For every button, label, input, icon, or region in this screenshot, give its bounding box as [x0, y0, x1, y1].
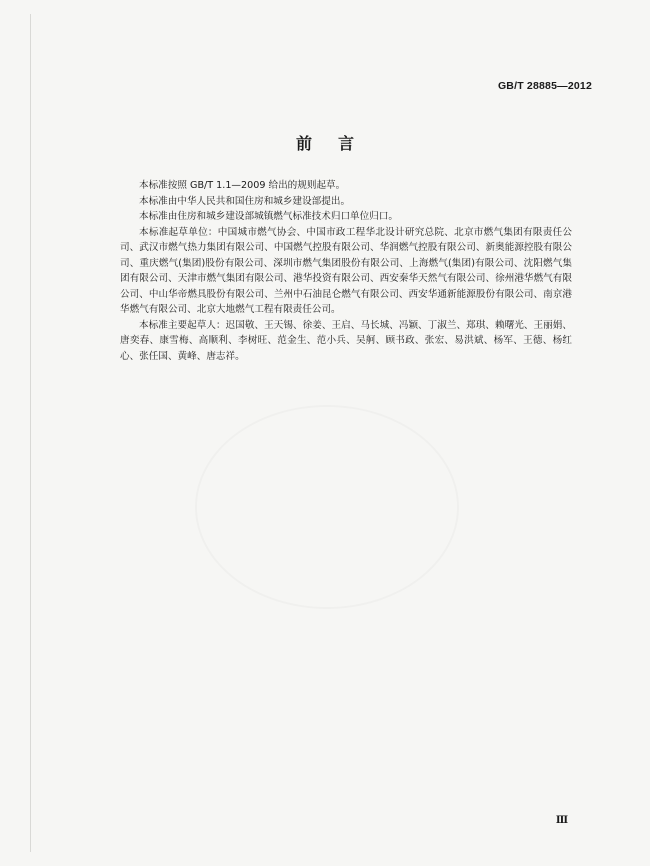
foreword-body — [120, 178, 572, 364]
paragraph-administered-by: 本标准由住房和城乡建设部城镇燃气标准技术归口单位归口。 — [139, 211, 399, 222]
paragraph-drafting-organizations: 本标准起草单位：中国城市燃气协会、中国市政工程华北设计研究总院、北京市燃气集团有限责任公司、武汉市燃气热力集团有限公司、中国燃气控股有限公司、华润燃气控股有限公司、新奥能源控股有限公司、重庆燃气(集团)股份有限公司、深圳市燃气集团股份有限公司、上海燃气(集团)有限公司、沈阳燃气集团有限公司、天津市燃气集团有限公司、港华投资有限公司、西安秦华天然气有限公司、徐州港华燃气有限公司、中山华帝燃具股份有限公司、兰州中石油昆仑燃气有限公司、西安华通新能源股份有限公司、南京港华燃气有限公司、北京大地燃气工程有限责任公司。 — [120, 226, 572, 315]
faded-stamp-watermark — [195, 405, 459, 609]
page-title: 前言 — [295, 134, 380, 153]
page-number: Ⅲ — [555, 815, 568, 826]
paragraph-proposed-by: 本标准由中华人民共和国住房和城乡建设部提出。 — [139, 195, 351, 207]
paragraph-drafters: 本标准主要起草人：迟国敬、王天锡、徐姜、王启、马长城、冯颖、丁淑兰、郑琪、赖曙光、王丽娟、唐奕春、康雪梅、高顺利、李树旺、范金生、范小兵、吴舸、顾书政、张宏、易洪斌、杨军、王德、杨红心、张任国、黄峰、唐志祥。 — [120, 319, 572, 362]
standard-number: GB/T 28885—2012 — [497, 80, 592, 92]
paragraph-drafting-rules: 本标准按照 GB/T 1.1—2009 给出的规则起草。 — [139, 180, 346, 191]
